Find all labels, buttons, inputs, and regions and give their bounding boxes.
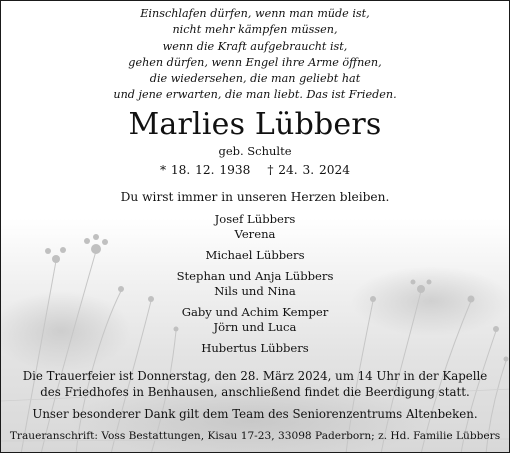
poem-line: gehen dürfen, wenn Engel ihre Arme öffnen, [128,55,382,69]
mourner-name: Stephan und Anja Lübbers [176,268,334,283]
life-dates [1,162,509,178]
mourner-name: Verena [234,226,276,241]
poem-line: die wiedersehen, die man geliebt hat [149,72,361,86]
mourner-group [1,269,509,299]
mourning-address: Traueranschrift: Voss Bestattungen, Kisau 17-23, 33098 Paderborn; z. Hd. Familie Lübbers [9,430,501,442]
mourner-name: Josef Lübbers [214,212,296,226]
maiden-name: geb. Schulte [218,144,292,158]
birth-date: * 18. 12. 1938 [159,163,251,177]
funeral-info [1,369,509,400]
funeral-info-line: des Friedhofes in Benhausen, anschließend findet die Beerdigung statt. [40,384,470,399]
mourner-group [1,248,509,263]
remembrance-line: Du wirst immer in unseren Herzen bleiben. [120,190,390,204]
funeral-info-line: Die Trauerfeier ist Donnerstag, den 28. März 2024, um 14 Uhr in der Kapelle [22,369,488,383]
death-date: † 24. 3. 2024 [267,163,351,177]
mourner-name: Michael Lübbers [205,247,305,262]
poem-line: wenn die Kraft aufgebraucht ist, [162,39,348,53]
mourner-name: Gaby und Achim Kemper [181,304,329,319]
mourners-list [1,212,509,362]
poem-line: und jene erwarten, die man liebt. Das ist Frieden. [113,88,397,102]
mourner-group [1,305,509,335]
mourner-group [1,212,509,242]
mourner-name: Hubertus Lübbers [201,340,309,355]
mourner-group [1,341,509,356]
mourner-name: Nils und Nina [214,283,296,298]
mourner-name: Jörn und Luca [213,319,297,334]
poem [1,6,509,104]
poem-line: nicht mehr kämpfen müssen, [172,23,338,37]
deceased-name: Marlies Lübbers [128,107,382,142]
poem-line: Einschlafen dürfen, wenn man müde ist, [140,7,370,20]
thanks-note: Unser besonderer Dank gilt dem Team des Seniorenzentrums Altenbeken. [32,407,478,421]
